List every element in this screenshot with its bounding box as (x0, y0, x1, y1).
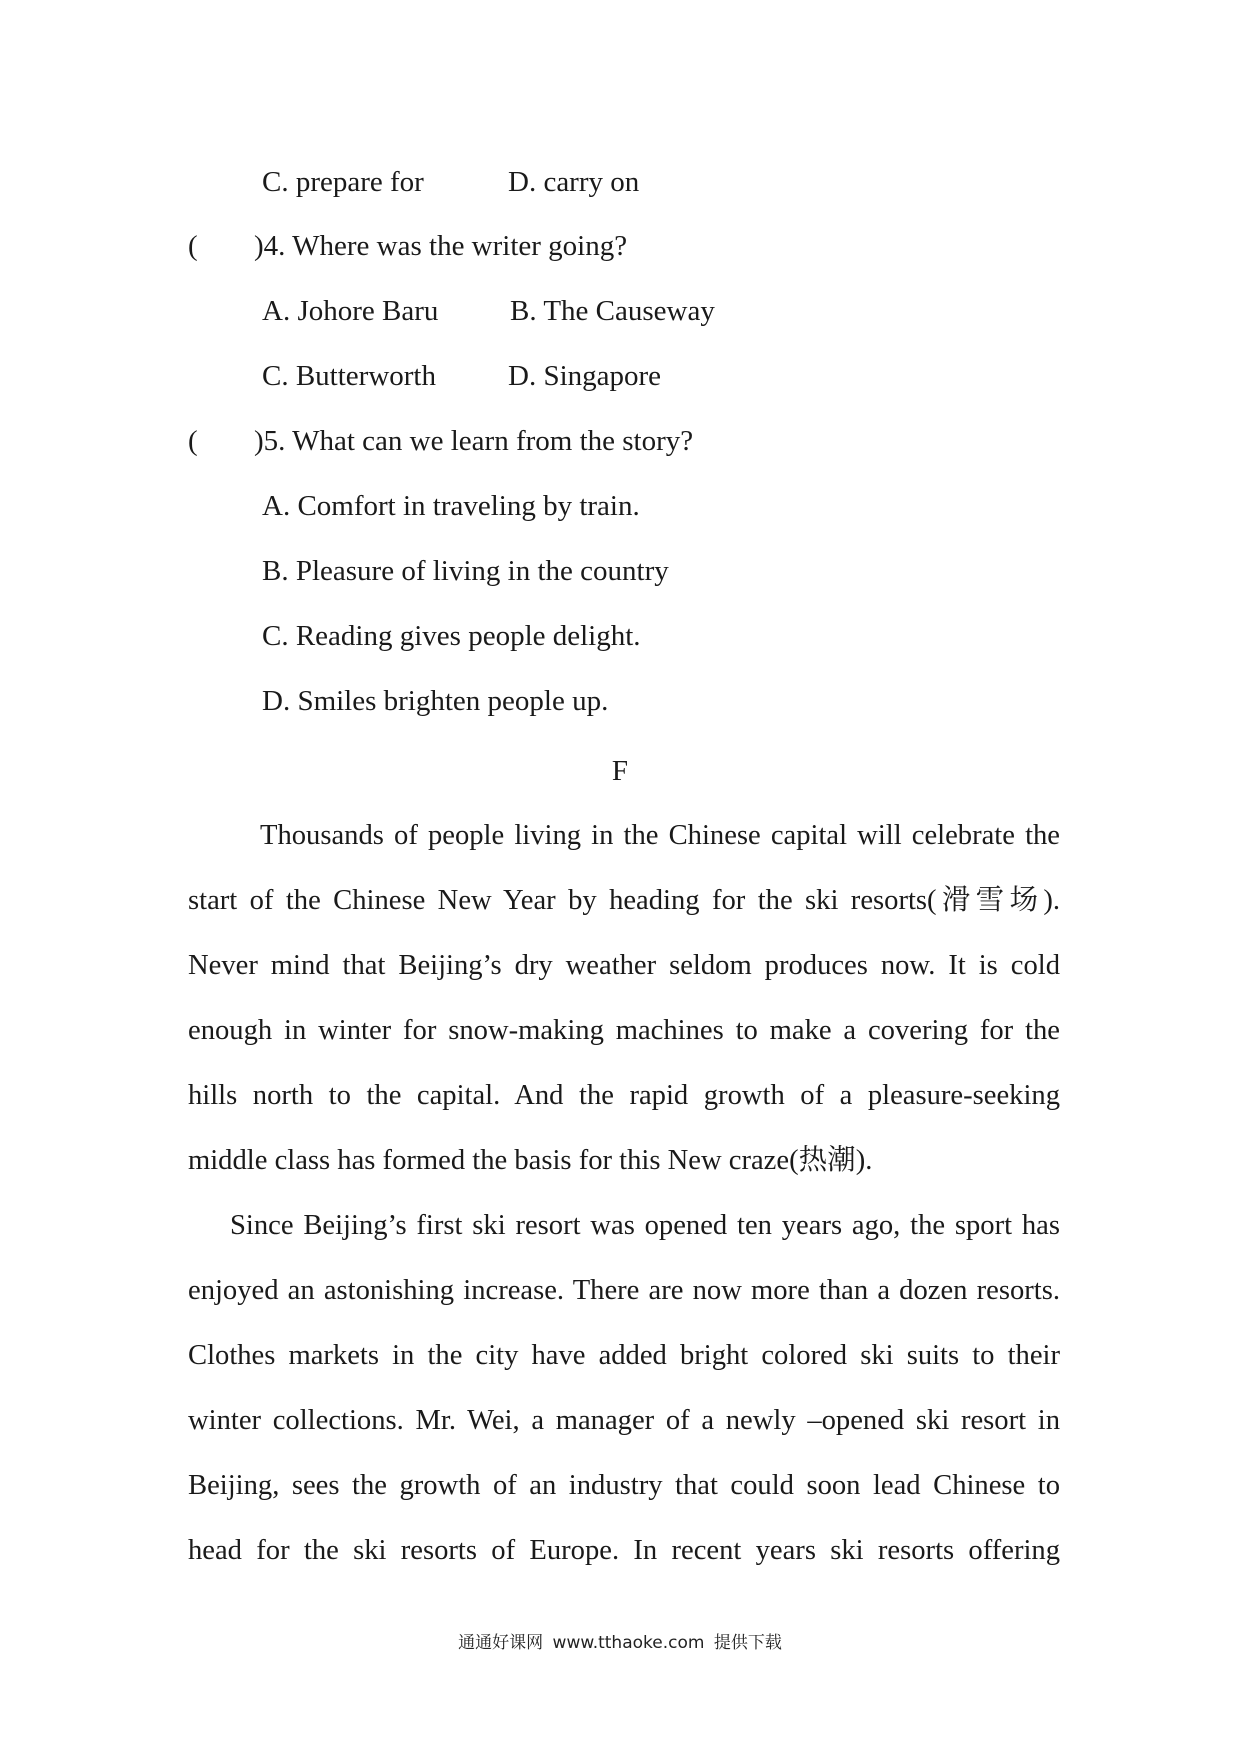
passage-line: winter collections. Mr. Wei, a manager of a newly –opened ski resort in (188, 1405, 1060, 1436)
q4-answer-paren: ( (188, 230, 198, 262)
q5-answer-paren: ( (188, 425, 198, 457)
passage-line: Thousands of people living in the Chinese capital will celebrate the (260, 820, 1060, 851)
passage-line: Since Beijing’s first ski resort was opened ten years ago, the sport has (230, 1210, 1060, 1241)
q3-option-c: C. prepare for (262, 166, 424, 198)
passage-line: start of the Chinese New Year by heading for the ski resorts(滑雪场). (188, 885, 1060, 916)
passage-line: head for the ski resorts of Europe. In recent years ski resorts offering (188, 1535, 1060, 1566)
q5-question: )5. What can we learn from the story? (254, 425, 694, 457)
passage-paragraph-2 (188, 1193, 1060, 1583)
q4-option-c: C. Butterworth (262, 360, 436, 392)
passage-line: Clothes markets in the city have added bright colored ski suits to their (188, 1340, 1060, 1371)
passage-line: middle class has formed the basis for this New craze(热潮). (188, 1145, 873, 1176)
passage-line: Never mind that Beijing’s dry weather seldom produces now. It is cold (188, 950, 1060, 981)
q5-option-d: D. Smiles brighten people up. (262, 685, 609, 717)
passage-line: enjoyed an astonishing increase. There are now more than a dozen resorts. (188, 1275, 1060, 1306)
section-label: F (611, 755, 629, 787)
passage-paragraph-1 (188, 803, 1060, 1193)
q4-option-a: A. Johore Baru (262, 295, 439, 327)
q5-option-b: B. Pleasure of living in the country (262, 555, 669, 587)
passage-line: Beijing, sees the growth of an industry that could soon lead Chinese to (188, 1470, 1060, 1501)
passage-line: hills north to the capital. And the rapid growth of a pleasure-seeking (188, 1080, 1060, 1111)
q5-option-a: A. Comfort in traveling by train. (262, 490, 640, 522)
q4-option-d: D. Singapore (508, 360, 662, 392)
passage-line: enough in winter for snow-making machines to make a covering for the (188, 1015, 1060, 1046)
q4-question: )4. Where was the writer going? (254, 230, 628, 262)
page-footer: 通通好课网 www.tthaoke.com 提供下载 (458, 1633, 782, 1653)
q5-option-c: C. Reading gives people delight. (262, 620, 641, 652)
q3-option-d: D. carry on (508, 166, 640, 198)
q4-option-b: B. The Causeway (510, 295, 715, 327)
